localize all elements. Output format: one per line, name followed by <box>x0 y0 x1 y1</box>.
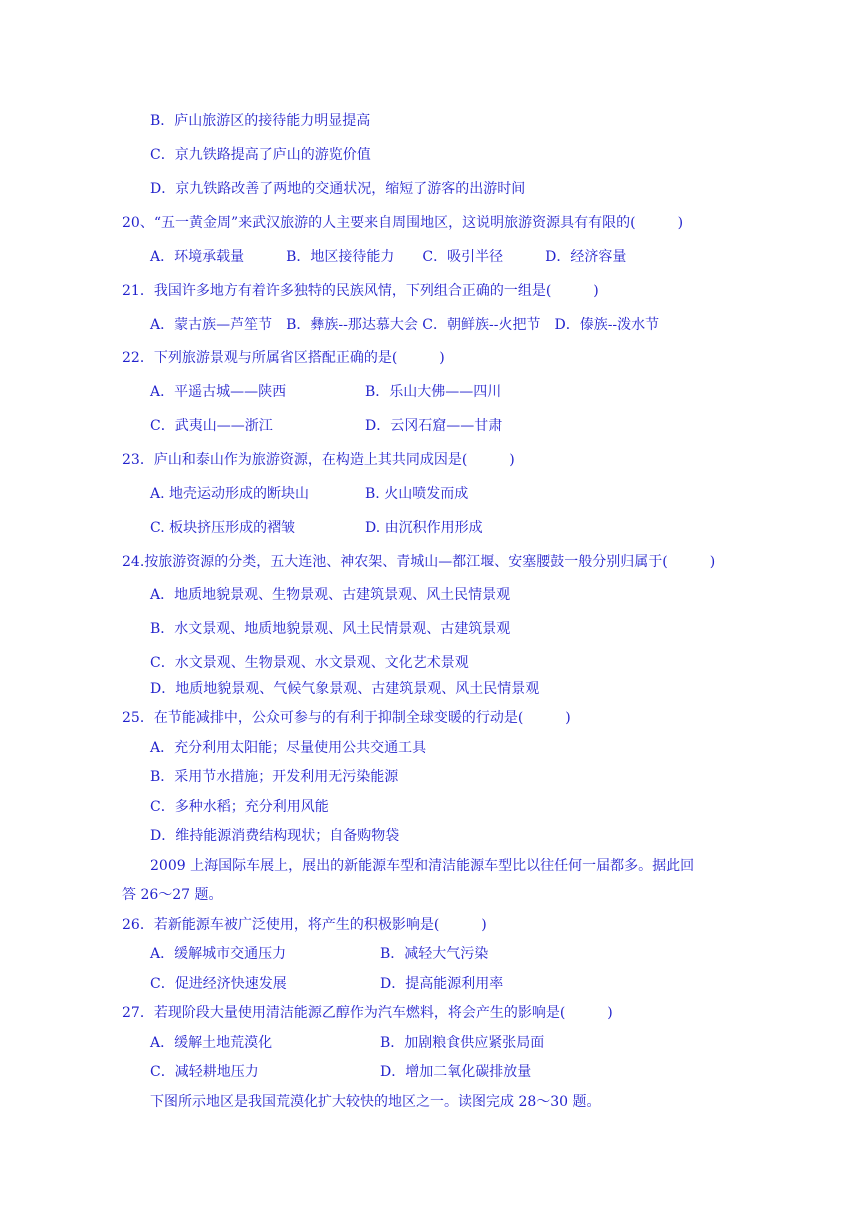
question-21: 21．我国许多地方有着许多独特的民族风情，下列组合正确的一组是( ) <box>122 283 599 299</box>
q27-option-c: C．减轻耕地压力 <box>150 1064 259 1080</box>
q22-option-a: A．平遥古城——陕西 <box>150 384 287 400</box>
q19-option-d: D．京九铁路改善了两地的交通状况，缩短了游客的出游时间 <box>150 181 526 197</box>
q24-option-c: C．水文景观、生物景观、水文景观、文化艺术景观 <box>150 655 469 671</box>
q23-option-a: A. 地壳运动形成的断块山 <box>150 486 310 502</box>
question-26: 26．若新能源车被广泛使用，将产生的积极影响是( ) <box>122 917 487 933</box>
q24-option-d: D．地质地貌景观、气候气象景观、古建筑景观、风土民情景观 <box>150 681 540 697</box>
q19-option-b: B．庐山旅游区的接待能力明显提高 <box>150 113 371 129</box>
question-20: 20、“五一黄金周”来武汉旅游的人主要来自周围地区，这说明旅游资源具有有限的( ) <box>122 215 684 231</box>
question-23: 23．庐山和泰山作为旅游资源，在构造上其共同成因是( ) <box>122 452 515 468</box>
q23-option-d: D. 由沉积作用形成 <box>365 520 483 536</box>
q24-option-b: B．水文景观、地质地貌景观、风土民情景观、古建筑景观 <box>150 621 511 637</box>
q26-option-b: B．减轻大气污染 <box>380 946 489 962</box>
q22-option-d: D．云冈石窟——甘肃 <box>365 418 503 434</box>
q25-option-d: D．维持能源消费结构现状；自备购物袋 <box>150 828 400 844</box>
q26-option-d: D．提高能源利用率 <box>380 976 504 992</box>
q26-option-c: C．促进经济快速发展 <box>150 976 287 992</box>
q25-option-c: C．多种水稻；充分利用风能 <box>150 799 329 815</box>
q22-option-c: C．武夷山——浙江 <box>150 418 273 434</box>
q23-option-c: C. 板块挤压形成的褶皱 <box>150 520 296 536</box>
q20-options: A．环境承载量 B．地区接待能力 C．吸引半径 D．经济容量 <box>150 249 627 265</box>
question-25: 25．在节能减排中，公众可参与的有利于抑制全球变暖的行动是( ) <box>122 710 571 726</box>
intro-26-27-line1: 2009 上海国际车展上，展出的新能源车型和清洁能源车型比以往任何一届都多。据此回 <box>150 858 695 874</box>
q22-option-b: B．乐山大佛——四川 <box>365 384 502 400</box>
question-27: 27．若现阶段大量使用清洁能源乙醇作为汽车燃料，将会产生的影响是( ) <box>122 1005 613 1021</box>
intro-28-30: 下图所示地区是我国荒漠化扩大较快的地区之一。读图完成 28～30 题。 <box>150 1094 601 1110</box>
q19-option-c: C．京九铁路提高了庐山的游览价值 <box>150 147 371 163</box>
question-22: 22．下列旅游景观与所属省区搭配正确的是( ) <box>122 350 445 366</box>
q24-option-a: A．地质地貌景观、生物景观、古建筑景观、风土民情景观 <box>150 587 511 603</box>
q27-option-b: B．加剧粮食供应紧张局面 <box>380 1035 545 1051</box>
q21-options: A．蒙古族—芦笙节 B．彝族--那达慕大会 C．朝鲜族--火把节 D．傣族--泼水节 <box>150 317 660 333</box>
q25-option-b: B．采用节水措施；开发利用无污染能源 <box>150 769 399 785</box>
q27-option-a: A．缓解土地荒漠化 <box>150 1035 273 1051</box>
question-24: 24.按旅游资源的分类，五大连池、神农架、青城山—都江堰、安塞腰鼓一般分别归属于( ) <box>122 554 716 570</box>
q23-option-b: B. 火山喷发而成 <box>365 486 469 502</box>
intro-26-27-line2: 答 26～27 题。 <box>122 887 223 903</box>
q27-option-d: D．增加二氧化碳排放量 <box>380 1064 532 1080</box>
q26-option-a: A．缓解城市交通压力 <box>150 946 287 962</box>
q25-option-a: A．充分利用太阳能；尽量使用公共交通工具 <box>150 740 427 756</box>
